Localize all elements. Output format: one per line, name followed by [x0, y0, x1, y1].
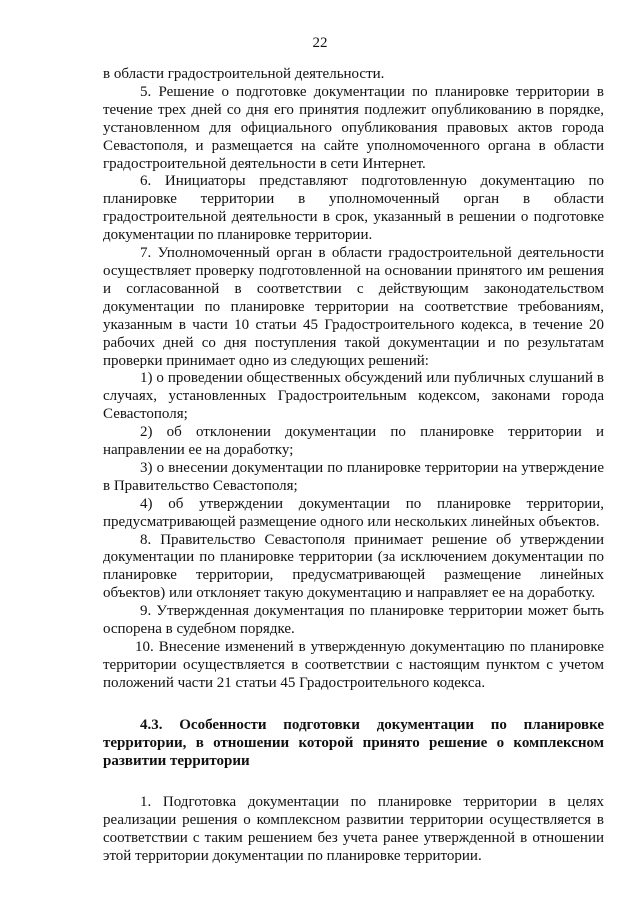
section-paragraph-1: 1. Подготовка документации по планировке территории в целях реализации решения о комплексном развитии территории осуществляется в соответствии с таким решением без учета ранее утвержденной в отношении этой территории документации по планировке территории.: [103, 794, 604, 865]
section-spacer: [103, 770, 604, 794]
paragraph-6: 6. Инициаторы представляют подготовленную документацию по планировке территории в уполномоченный орган в области градостроительной деятельности в срок, указанный в решении о подготовке документации по планировке территории.: [103, 173, 604, 244]
paragraph-continuation: в области градостроительной деятельности.: [103, 66, 385, 82]
paragraph-9: 9. Утвержденная документация по планировке территории может быть оспорена в судебном порядке.: [103, 603, 604, 638]
document-body: [103, 66, 604, 866]
list-item-2: 2) об отклонении документации по планировке территории и направлении ее на доработку;: [103, 424, 604, 459]
paragraph-8: 8. Правительство Севастополя принимает решение об утверждении документации по планировке территории (за исключением документации по планировке территории, предусматривающей размещение линейных объектов) или отклоняет такую документацию и направляет ее на доработку.: [103, 531, 604, 602]
paragraph-5: 5. Решение о подготовке документации по планировке территории в течение трех дней со дня его принятия подлежит опубликованию в порядке, установленном для официального опубликования правовых актов города Севастополя, и размещается на сайте уполномоченного органа в области градостроительной деятельности в сети Интернет.: [103, 83, 604, 172]
list-item-3: 3) о внесении документации по планировке территории на утверждение в Правительство Севастополя;: [103, 459, 604, 494]
paragraph-7: 7. Уполномоченный орган в области градостроительной деятельности осуществляет проверку подготовленной на основании принятого им решения и согласованной в соответствии с действующим законодательством документации по планировке территории на соответствие требованиям, указанным в части 10 статьи 45 Градостроительного кодекса, в течение 20 рабочих дней со дня поступления такой документации и по результатам проверки принимает одно из следующих решений:: [103, 245, 604, 369]
page-number: 22: [312, 35, 328, 51]
section-heading: 4.3. Особенности подготовки документации по планировке территории, в отношении которой принято решение о комплексном развитии территории: [103, 716, 604, 769]
list-item-1: 1) о проведении общественных обсуждений или публичных слушаний в случаях, установленных Градостроительным кодексом, законами города Севастополя;: [103, 370, 604, 423]
paragraph-10: 10. Внесение изменений в утвержденную документацию по планировке территории осуществляется в соответствии с настоящим пунктом с учетом положений части 21 статьи 45 Градостроительного кодекса.: [103, 639, 604, 691]
list-item-4: 4) об утверждении документации по планировке территории, предусматривающей размещение одного или нескольких линейных объектов.: [103, 495, 604, 530]
